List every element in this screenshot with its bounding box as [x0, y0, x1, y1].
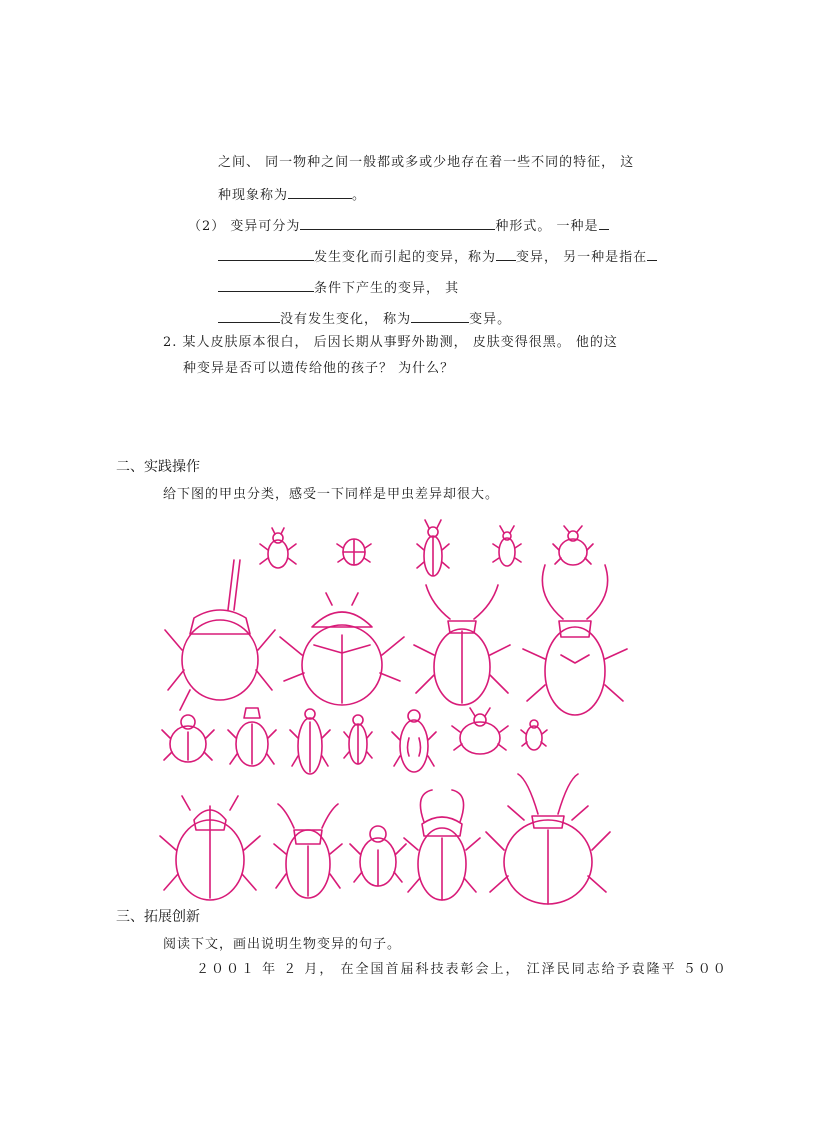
beetle: [160, 796, 260, 900]
beetle: [392, 710, 436, 772]
beetle: [165, 560, 275, 710]
q1-line1: 之间、 同一物种之间一般都或多或少地存在着一些不同的特征， 这: [218, 155, 635, 170]
beetle: [404, 790, 480, 900]
beetle: [290, 709, 330, 774]
answer-blank[interactable]: [288, 186, 352, 199]
beetle: [417, 520, 449, 576]
beetle-illustration: [150, 510, 630, 905]
answer-blank[interactable]: [218, 279, 314, 292]
section3-heading: 三、拓展创新: [116, 909, 200, 925]
q1-2-line4: [218, 310, 511, 328]
q1-line2-text: 种现象称为: [218, 188, 289, 203]
section2-heading: 二、实践操作: [116, 459, 200, 475]
beetle: [523, 565, 627, 715]
answer-blank[interactable]: [599, 217, 609, 230]
beetle: [414, 585, 510, 705]
beetle: [521, 720, 547, 750]
q1-2-label: （2） 变异可分为: [188, 219, 301, 234]
q1-2-line2-text2: 变异， 另一种是指在: [516, 250, 648, 265]
beetle: [350, 826, 406, 886]
section2-instruction: 给下图的甲虫分类，感受一下同样是甲虫差异却很大。: [163, 487, 500, 502]
beetle: [260, 528, 296, 568]
answer-blank[interactable]: [300, 217, 495, 230]
beetle: [486, 774, 610, 904]
q2-line1: 2. 某人皮肤原本很白， 后因长期从事野外勘测， 皮肤变得很黑。 他的这: [163, 335, 618, 350]
answer-blank[interactable]: [496, 248, 516, 261]
q1-2-line2: [218, 248, 657, 266]
q1-line2: [218, 186, 366, 204]
answer-blank[interactable]: [218, 310, 280, 323]
beetle: [553, 526, 593, 565]
answer-blank[interactable]: [218, 248, 314, 261]
q1-2-line1: [188, 217, 609, 235]
q1-2-line2-text: 发生变化而引起的变异，称为: [314, 250, 497, 265]
beetle-drawings: [150, 510, 630, 905]
beetle: [344, 715, 372, 764]
beetle: [493, 526, 521, 566]
beetle: [274, 804, 342, 898]
answer-blank[interactable]: [411, 310, 469, 323]
beetle: [162, 715, 214, 762]
q2-line2: 种变异是否可以遗传给他的孩子？ 为什么？: [183, 361, 455, 376]
beetle: [280, 593, 404, 705]
q1-line2-end: 。: [352, 188, 367, 203]
section3-instruction: 阅读下文，画出说明生物变异的句子。: [163, 937, 402, 952]
q1-2-line3: [218, 279, 459, 297]
q1-2-line3-text: 条件下产生的变异， 其: [314, 281, 460, 296]
beetle: [228, 708, 276, 766]
answer-blank[interactable]: [647, 248, 657, 261]
q1-2-line4-text: 没有发生变化， 称为: [280, 312, 412, 327]
q1-2-text: 种形式。 一种是: [495, 219, 599, 234]
beetle: [452, 708, 508, 754]
q1-2-line4-end: 变异。: [469, 312, 512, 327]
beetle: [337, 539, 371, 565]
section3-text: ２００１ 年 ２ 月， 在全国首届科技表彰会上， 江泽民同志给予袁隆平 ５００: [196, 962, 728, 977]
